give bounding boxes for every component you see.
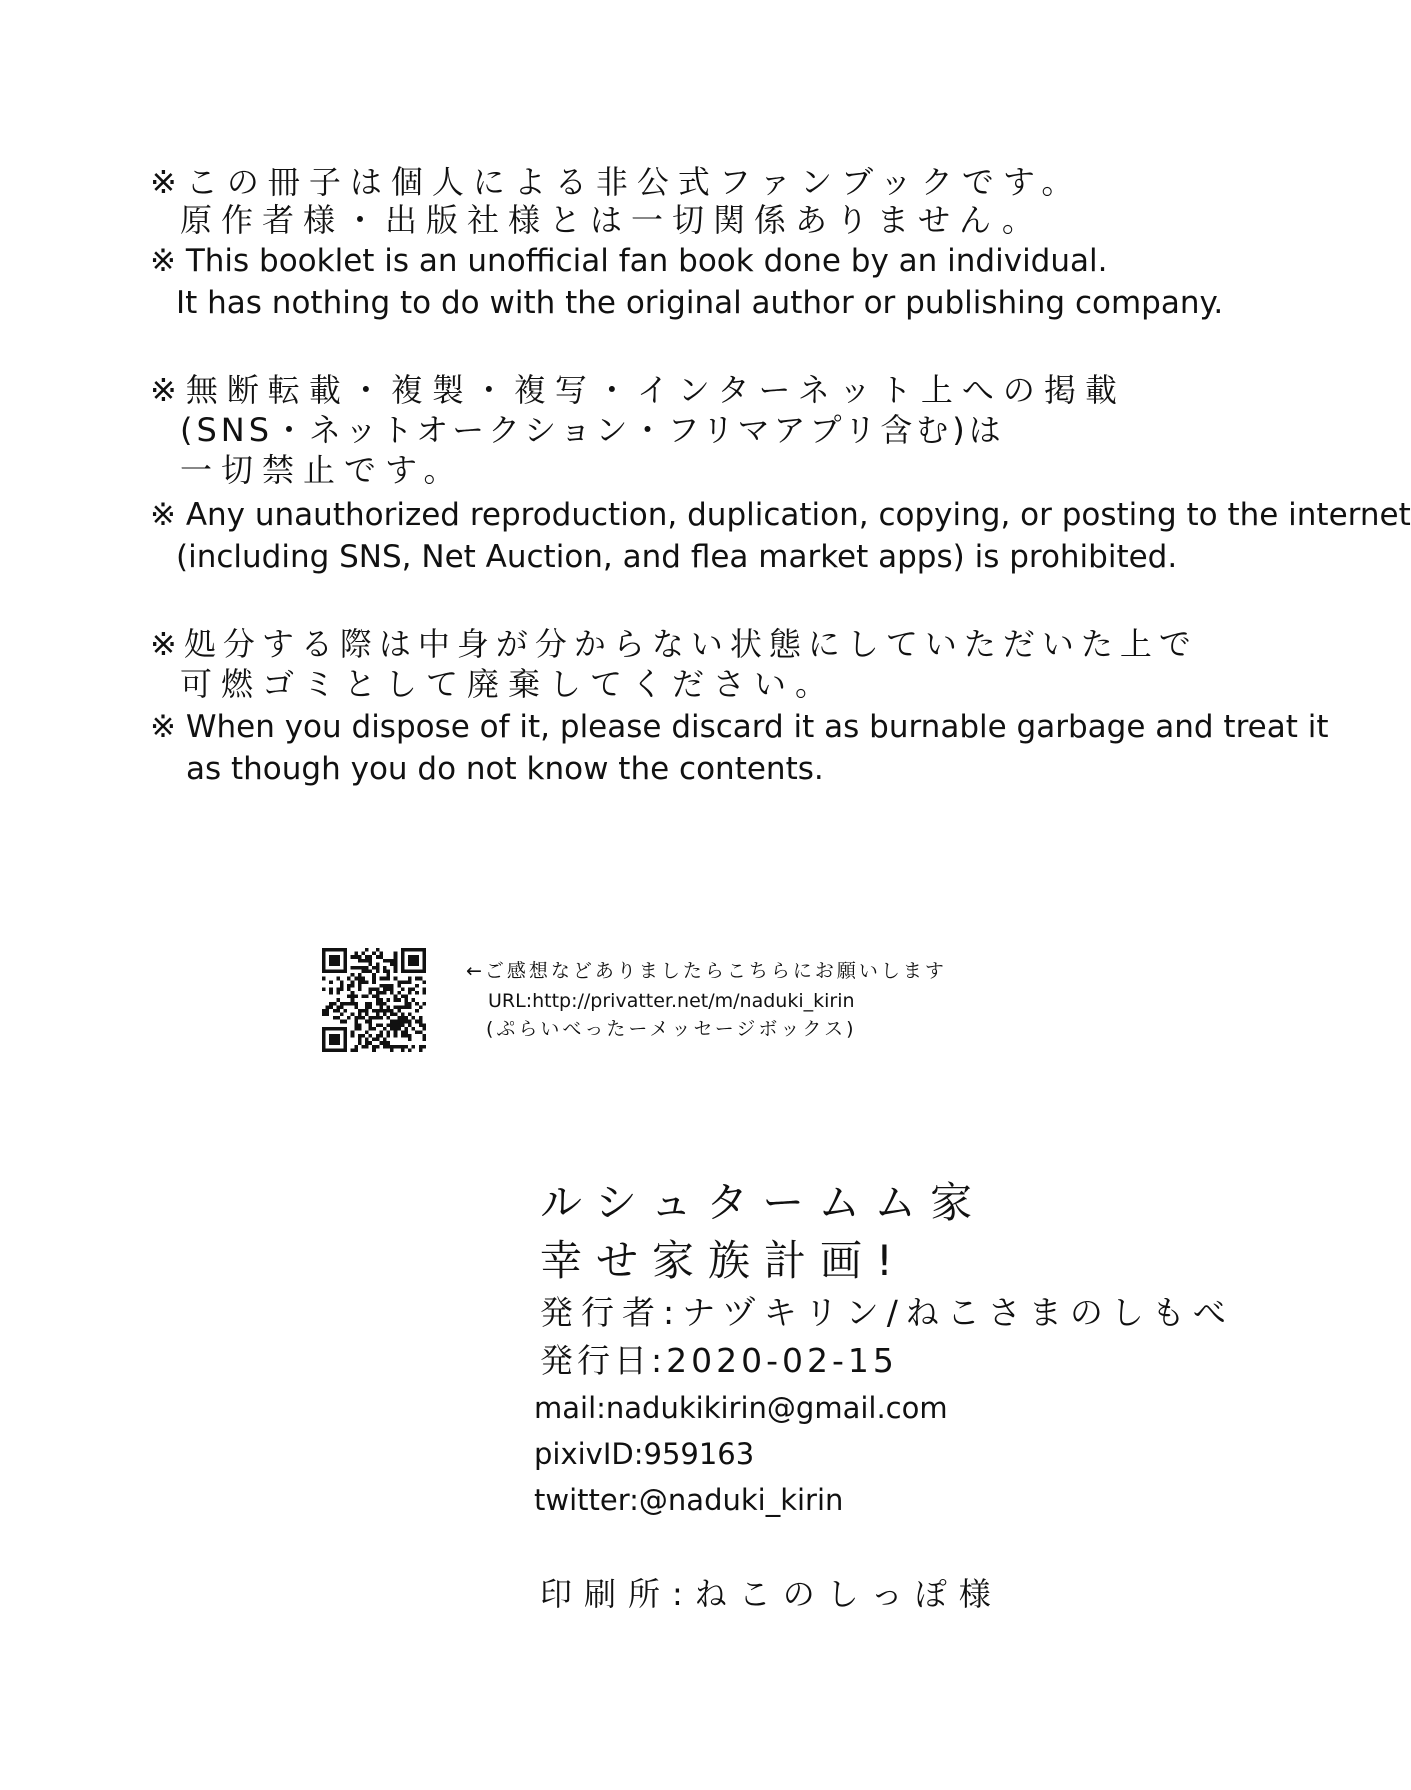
- colophon-publisher: 発行者:ナヅキリン/ねこさまのしもべ: [540, 1293, 1234, 1332]
- notice-1-en-line-2: It has nothing to do with the original author or publishing company.: [176, 285, 1224, 321]
- notice-1-jp-line-1: ※この冊子は個人による非公式ファンブックです。: [150, 163, 1083, 201]
- qr-privatter-line: (ぷらいべったーメッセージボックス): [486, 1018, 857, 1040]
- qr-url-link[interactable]: URL:http://privatter.net/m/naduki_kirin: [488, 990, 855, 1012]
- notice-1-en-line-1: ※ This booklet is an unofficial fan book done by an individual.: [150, 243, 1108, 279]
- notice-2-en-line-1: ※ Any unauthorized reproduction, duplication, copying, or posting to the internet: [150, 497, 1411, 533]
- qr-code-image[interactable]: [322, 948, 426, 1052]
- notice-3-en-line-1: ※ When you dispose of it, please discard it as burnable garbage and treat it: [150, 709, 1329, 745]
- notice-1-jp-line-2: 原作者様・出版社様とは一切関係ありません。: [180, 201, 1043, 239]
- colophon-mail: mail:nadukikirin@gmail.com: [534, 1391, 948, 1425]
- qr-feedback-line: ←ご感想などありましたらこちらにお願いします: [466, 960, 947, 982]
- colophon-issue-date: 発行日:2020-02-15: [540, 1341, 898, 1380]
- colophon-pixiv: pixivID:959163: [534, 1437, 755, 1471]
- colophon-printer: 印刷所:ねこのしっぽ様: [540, 1575, 1003, 1613]
- notice-3-en-line-2: as though you do not know the contents.: [186, 751, 824, 787]
- colophon-twitter: twitter:@naduki_kirin: [534, 1483, 844, 1517]
- notice-2-jp-line-1: ※無断転載・複製・複写・インターネット上への掲載: [150, 371, 1126, 409]
- notice-2-en-line-2: (including SNS, Net Auction, and flea market apps) is prohibited.: [176, 539, 1178, 575]
- notice-2-jp-line-3: 一切禁止です。: [180, 451, 465, 489]
- notice-2-jp-line-2: (SNS・ネットオークション・フリマアプリ含む)は: [180, 411, 1005, 449]
- colophon-title-line-1: ルシュタームム家: [540, 1178, 987, 1227]
- notice-3-jp-line-1: ※処分する際は中身が分からない状態にしていただいた上で: [150, 625, 1198, 663]
- notice-3-jp-line-2: 可燃ゴミとして廃棄してください。: [180, 665, 837, 703]
- colophon-title-line-2: 幸せ家族計画!: [540, 1236, 907, 1285]
